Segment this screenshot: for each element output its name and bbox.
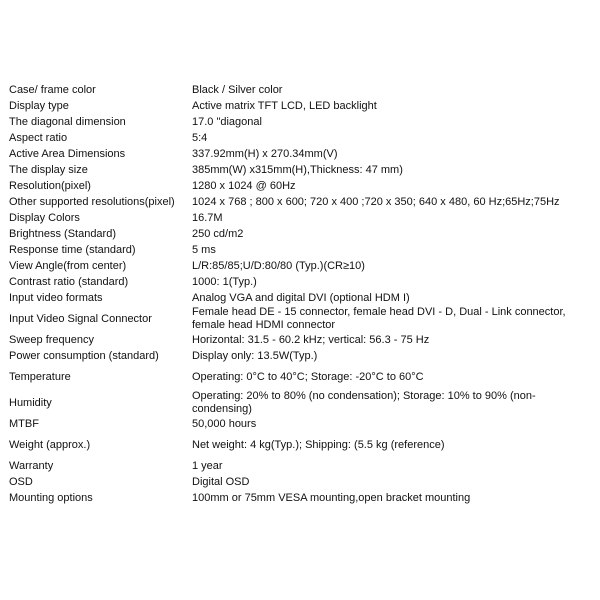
spec-row-display-colors [9, 210, 594, 226]
spec-value: 16.7M [192, 211, 223, 224]
spec-row-temperature [9, 364, 594, 390]
spec-label: Display type [9, 99, 69, 112]
spec-row-warranty [9, 458, 594, 474]
spec-table [9, 82, 594, 506]
spec-value: Active matrix TFT LCD, LED backlight [192, 99, 377, 112]
spec-value: 5 ms [192, 243, 216, 256]
spec-value: L/R:85/85;U/D:80/80 (Typ.)(CR≥10) [192, 259, 365, 272]
spec-label: Power consumption (standard) [9, 349, 159, 362]
spec-row-input-signal-connector [9, 306, 594, 332]
spec-value: 1 year [192, 459, 223, 472]
spec-row-other-resolutions [9, 194, 594, 210]
spec-value: Digital OSD [192, 475, 250, 488]
spec-label: Contrast ratio (standard) [9, 275, 129, 288]
spec-value: 1280 x 1024 @ 60Hz [192, 179, 296, 192]
spec-value: Female head DE - 15 connector, female head DVI - D, Dual - Link connector, female head HDMI connector [192, 306, 566, 331]
spec-label: View Angle(from center) [9, 259, 127, 272]
spec-value: Horizontal: 31.5 - 60.2 kHz; vertical: 56.3 - 75 Hz [192, 333, 430, 346]
spec-row-mtbf [9, 416, 594, 432]
spec-label: MTBF [9, 417, 39, 430]
spec-row-display-type [9, 98, 594, 114]
spec-row-response-time [9, 242, 594, 258]
spec-row-weight [9, 432, 594, 458]
spec-value: 337.92mm(H) x 270.34mm(V) [192, 147, 338, 160]
spec-row-display-size [9, 162, 594, 178]
spec-row-osd [9, 474, 594, 490]
spec-label: The diagonal dimension [9, 115, 126, 128]
spec-label: Case/ frame color [9, 83, 96, 96]
spec-label: Display Colors [9, 211, 80, 224]
spec-row-brightness [9, 226, 594, 242]
spec-label: Temperature [9, 370, 71, 383]
spec-row-input-video-formats [9, 290, 594, 306]
spec-value: Black / Silver color [192, 83, 283, 96]
spec-row-view-angle [9, 258, 594, 274]
spec-label: Response time (standard) [9, 243, 136, 256]
spec-row-mounting-options [9, 490, 594, 506]
spec-value: Analog VGA and digital DVI (optional HDM I) [192, 291, 410, 304]
spec-value: 385mm(W) x315mm(H),Thickness: 47 mm) [192, 163, 403, 176]
spec-row-power-consumption [9, 348, 594, 364]
spec-label: Input video formats [9, 291, 103, 304]
spec-value: 250 cd/m2 [192, 227, 244, 240]
spec-label: OSD [9, 475, 33, 488]
spec-value: Operating: 0°C to 40°C; Storage: -20°C to 60°C [192, 370, 424, 383]
spec-row-sweep-frequency [9, 332, 594, 348]
spec-row-humidity [9, 390, 594, 416]
spec-value: Display only: 13.5W(Typ.) [192, 349, 318, 362]
spec-value: 100mm or 75mm VESA mounting,open bracket mounting [192, 491, 471, 504]
spec-value: Operating: 20% to 80% (no condensation); Storage: 10% to 90% (non-condensing) [192, 390, 536, 415]
spec-row-resolution [9, 178, 594, 194]
spec-label: Mounting options [9, 491, 93, 504]
spec-label: Input Video Signal Connector [9, 312, 152, 325]
spec-label: Warranty [9, 459, 54, 472]
spec-row-diagonal-dimension [9, 114, 594, 130]
spec-label: Active Area Dimensions [9, 147, 126, 160]
spec-label: Aspect ratio [9, 131, 68, 144]
spec-value: 1000: 1(Typ.) [192, 275, 257, 288]
spec-value: Net weight: 4 kg(Typ.); Shipping: (5.5 kg (reference) [192, 438, 445, 451]
spec-row-case-frame-color [9, 82, 594, 98]
spec-label: Other supported resolutions(pixel) [9, 195, 175, 208]
spec-value: 1024 x 768 ; 800 x 600; 720 x 400 ;720 x 350; 640 x 480, 60 Hz;65Hz;75Hz [192, 195, 560, 208]
spec-value: 50,000 hours [192, 417, 257, 430]
spec-row-active-area [9, 146, 594, 162]
spec-label: Resolution(pixel) [9, 179, 91, 192]
spec-label: The display size [9, 163, 88, 176]
spec-label: Weight (approx.) [9, 438, 91, 451]
spec-row-aspect-ratio [9, 130, 594, 146]
spec-label: Brightness (Standard) [9, 227, 116, 240]
spec-label: Sweep frequency [9, 333, 94, 346]
spec-label: Humidity [9, 396, 52, 409]
spec-value: 17.0 "diagonal [192, 115, 262, 128]
spec-value: 5:4 [192, 131, 208, 144]
spec-row-contrast-ratio [9, 274, 594, 290]
